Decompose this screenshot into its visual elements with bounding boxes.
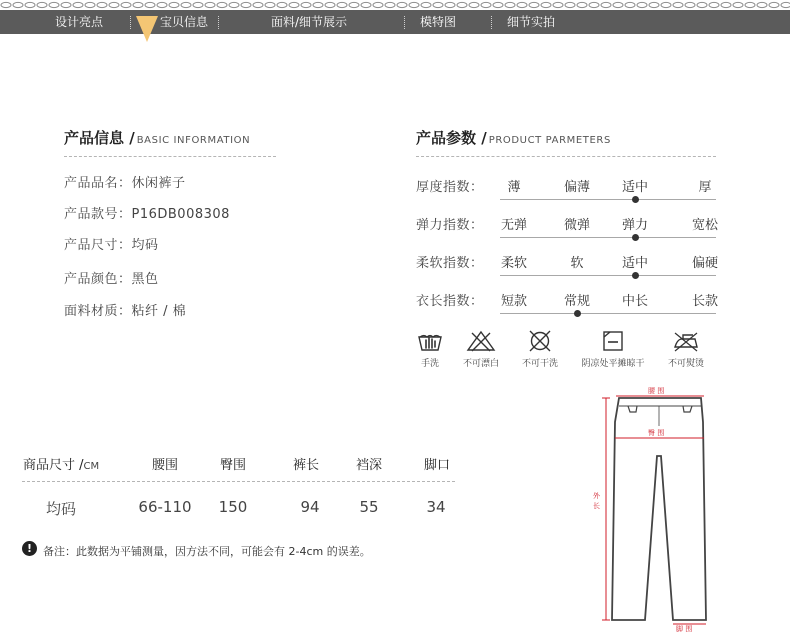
size-cell-length: 94 [300, 498, 320, 516]
param-scale-marker [632, 272, 639, 279]
size-col-rise: 裆深 [355, 458, 383, 473]
size-table-title: 商品尺寸 /CM [23, 458, 100, 473]
param-scale-line [500, 199, 716, 200]
hem-label: 脚 围 [676, 625, 693, 632]
warning-icon: ! [22, 541, 37, 556]
size-cell-hip: 150 [218, 498, 248, 516]
nav-divider [404, 16, 405, 29]
care-label: 不可干洗 [521, 359, 558, 369]
param-option: 常规 [563, 294, 591, 309]
param-option: 短款 [500, 294, 528, 309]
param-option: 偏硬 [691, 256, 719, 271]
param-scale-marker [574, 310, 581, 317]
care-label: 手洗 [420, 359, 439, 369]
dry-flat-shade-icon [601, 330, 625, 352]
param-option: 无弹 [500, 218, 528, 233]
param-label: 弹力指数： [416, 218, 484, 233]
info-product-color: 产品颜色：黑色 [64, 272, 159, 287]
nav-item-details[interactable]: 细节实拍 [507, 15, 556, 29]
active-nav-marker [136, 16, 158, 42]
size-col-waist: 腰围 [151, 458, 179, 473]
no-bleach-icon [466, 330, 496, 352]
nav-divider [491, 16, 492, 29]
pocket-left [628, 406, 637, 412]
care-label: 不可漂白 [462, 359, 499, 369]
info-product-size: 产品尺寸：均码 [64, 238, 159, 253]
size-cell-size: 均码 [45, 500, 77, 518]
basic-info-title: 产品信息 / BASIC INFORMATION [64, 129, 251, 147]
basic-info-title-cn: 产品信息 [64, 129, 125, 147]
info-product-material: 面料材质：粘纤 / 棉 [64, 304, 187, 319]
care-label: 阴凉处平摊晾干 [581, 359, 645, 369]
param-option: 中长 [621, 294, 649, 309]
nav-item-product-info[interactable]: 宝贝信息 [160, 15, 209, 29]
chain-border [0, 0, 790, 10]
measurement-note: 备注：此数据为平铺测量，因方法不同，可能会有 2-4cm 的误差。 [43, 545, 371, 558]
params-title: 产品参数 / PRODUCT PARMETERS [416, 129, 611, 147]
size-table-title-text: 商品尺寸 [23, 458, 76, 473]
param-scale-line [500, 313, 716, 314]
size-cell-rise: 55 [359, 498, 379, 516]
divider [416, 156, 716, 157]
divider [64, 156, 276, 157]
pants-measurement-diagram [588, 380, 718, 632]
param-scale-marker [632, 196, 639, 203]
care-no-dry-clean [498, 330, 582, 369]
param-option: 宽松 [691, 218, 719, 233]
info-product-code: 产品款号：P16DB008308 [64, 207, 230, 222]
param-scale-marker [632, 234, 639, 241]
divider [22, 481, 455, 482]
waist-label: 腰 围 [648, 387, 665, 395]
care-no-iron [644, 330, 728, 369]
hip-label: 臀 围 [648, 429, 665, 437]
params-title-cn: 产品参数 [416, 129, 477, 147]
param-label: 柔软指数： [416, 256, 484, 271]
basic-info-title-en: BASIC INFORMATION [136, 135, 251, 146]
param-option: 厚 [698, 180, 712, 195]
nav-divider [130, 16, 131, 29]
param-option: 软 [570, 256, 584, 271]
param-option: 适中 [621, 180, 649, 195]
size-cell-waist: 66-110 [138, 498, 192, 516]
param-option: 薄 [507, 180, 521, 195]
nav-item-model[interactable]: 模特图 [420, 15, 457, 29]
param-scale-line [500, 275, 716, 276]
care-dry-flat-shade [571, 330, 655, 369]
size-col-length: 裤长 [292, 458, 320, 473]
size-table-unit: CM [83, 461, 100, 472]
param-option: 弹力 [621, 218, 649, 233]
no-dry-clean-icon [527, 330, 553, 352]
size-col-hip: 臀围 [219, 458, 247, 473]
size-col-hem: 脚口 [423, 458, 451, 473]
care-label: 不可熨烫 [667, 359, 704, 369]
param-option: 微弹 [563, 218, 591, 233]
param-option: 偏薄 [563, 180, 591, 195]
param-option: 长款 [691, 294, 719, 309]
param-scale-line [500, 237, 716, 238]
nav-item-fabric[interactable]: 面料/细节展示 [271, 15, 348, 29]
param-label: 衣长指数： [416, 294, 484, 309]
size-cell-hem: 34 [426, 498, 446, 516]
params-title-en: PRODUCT PARMETERS [488, 135, 611, 146]
param-option: 适中 [621, 256, 649, 271]
param-label: 厚度指数： [416, 180, 484, 195]
nav-divider [218, 16, 219, 29]
info-product-name: 产品品名：休闲裤子 [64, 176, 186, 191]
nav-item-design[interactable]: 设计亮点 [55, 15, 104, 29]
param-option: 柔软 [500, 256, 528, 271]
no-iron-icon [671, 330, 701, 352]
top-nav [0, 10, 790, 34]
pocket-right [683, 406, 692, 412]
length-label: 外长 [593, 492, 600, 510]
